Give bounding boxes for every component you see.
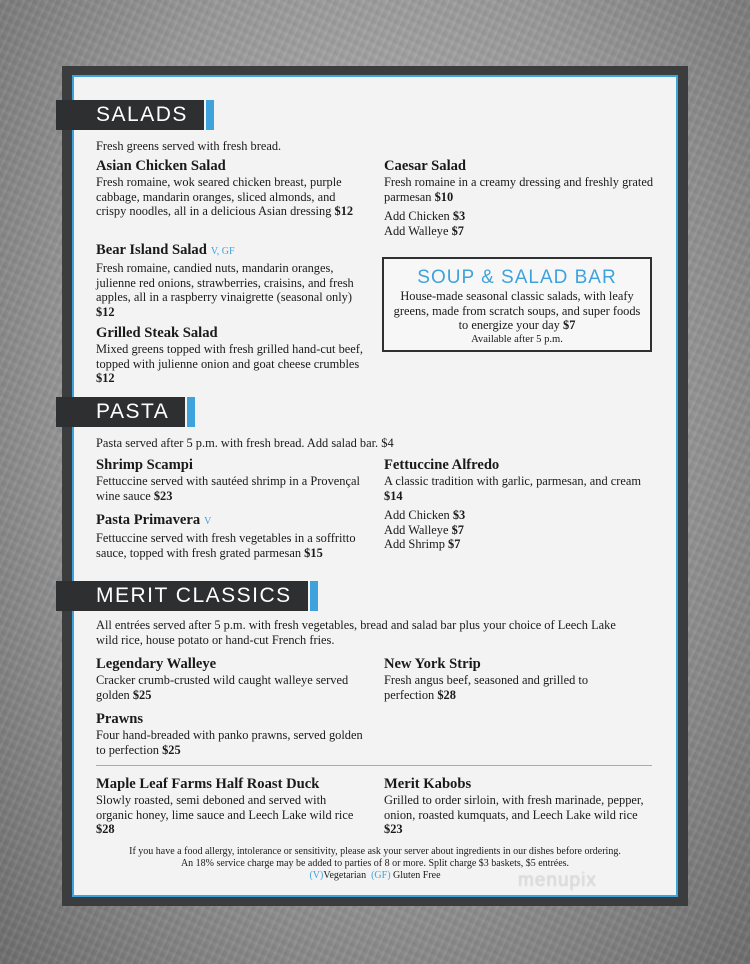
watermark: menupix xyxy=(518,870,597,891)
menu-item-prawns: Prawns Four hand-breaded with panko prawns, served golden to perfection $25 xyxy=(96,711,363,757)
dietary-tag: V xyxy=(204,516,212,527)
menu-item-caesar-salad: Caesar Salad Fresh romaine in a creamy dressing and freshly grated parmesan $10 Add Chicken $3 Add Walleye $7 xyxy=(384,158,654,238)
classics-intro: All entrées served after 5 p.m. with fresh vegetables, bread and salad bar plus your choice of Leech Lake wild rice, house potato or hand-cut French fries. xyxy=(96,618,616,647)
service-charge-note: An 18% service charge may be added to parties of 8 or more. Split charge $3 baskets, $5 entrées. xyxy=(180,858,570,869)
addon-item: Add Walleye $7 xyxy=(384,223,464,238)
addon-list xyxy=(384,508,644,552)
soup-salad-bar-desc: House-made seasonal classic salads, with leafy greens, made from scratch soups, and super foods to energize your day $7 xyxy=(393,289,641,333)
addon-item: Add Shrimp $7 xyxy=(384,537,461,552)
menu-item-half-roast-duck: Maple Leaf Farms Half Roast Duck Slowly roasted, semi deboned and served with organic honey, lime sauce and Leech Lake wild rice $28 xyxy=(96,776,354,837)
heading-accent xyxy=(187,397,195,427)
soup-salad-bar-note: Available after 5 p.m. xyxy=(471,333,563,345)
menu-item-bear-island-salad: Bear Island Salad V, GF Fresh romaine, candied nuts, mandarin oranges, julienne red onions, strawberries, craisins, and fresh apples, all in a raspberry vinaigrette (seasonal only) $12 xyxy=(96,242,354,319)
addon-list xyxy=(384,209,654,238)
divider xyxy=(96,765,652,766)
pasta-heading: PASTA xyxy=(56,397,185,427)
merit-classics-heading: MERIT CLASSICS xyxy=(56,581,308,611)
dietary-tag: V, GF xyxy=(210,246,235,257)
soup-salad-bar-title: SOUP & SALAD BAR xyxy=(417,267,617,288)
menu-item-grilled-steak-salad: Grilled Steak Salad Mixed greens topped with fresh grilled hand-cut beef, topped with julienne onion and goat cheese crumbles $12 xyxy=(96,325,364,386)
menu-item-shrimp-scampi: Shrimp Scampi Fettuccine served with sautéed shrimp in a Provençal wine sauce $23 xyxy=(96,457,360,503)
pasta-intro: Pasta served after 5 p.m. with fresh bread. Add salad bar. $4 xyxy=(96,436,394,450)
heading-accent xyxy=(310,581,318,611)
menu-item-new-york-strip: New York Strip Fresh angus beef, seasoned and grilled to perfection $28 xyxy=(384,656,589,702)
addon-item: Add Chicken $3 xyxy=(384,508,466,523)
soup-salad-bar-box xyxy=(382,257,652,352)
salads-heading: SALADS xyxy=(56,100,204,130)
addon-item: Add Walleye $7 xyxy=(384,522,464,537)
addon-item: Add Chicken $3 xyxy=(384,209,466,224)
menu-item-pasta-primavera: Pasta Primavera V Fettuccine served with fresh vegetables in a soffritto sauce, topped with fresh grated parmesan $15 xyxy=(96,512,356,560)
dietary-legend: (V)Vegetarian (GF) Gluten Free xyxy=(309,870,441,881)
menu-item-legendary-walleye: Legendary Walleye Cracker crumb-crusted wild caught walleye served golden $25 xyxy=(96,656,349,702)
salads-intro: Fresh greens served with fresh bread. xyxy=(96,139,282,153)
menu-item-asian-chicken-salad: Asian Chicken Salad Fresh romaine, wok seared chicken breast, purple cabbage, mandarin oranges, sliced almonds, and crispy noodles, all in a delicious Asian dressing $12 xyxy=(96,158,354,219)
allergy-note: If you have a food allergy, intolerance or sensitivity, please ask your server about ingredients in our dishes before ordering. xyxy=(129,846,621,857)
menu-item-fettuccine-alfredo: Fettuccine Alfredo A classic tradition with garlic, parmesan, and cream $14 Add Chicken $3 Add Walleye $7 Add Shrimp $7 xyxy=(384,457,644,552)
menu-item-merit-kabobs: Merit Kabobs Grilled to order sirloin, with fresh marinade, pepper, onion, roasted kumquats, and Leech Lake wild rice $23 xyxy=(384,776,644,837)
heading-accent xyxy=(206,100,214,130)
